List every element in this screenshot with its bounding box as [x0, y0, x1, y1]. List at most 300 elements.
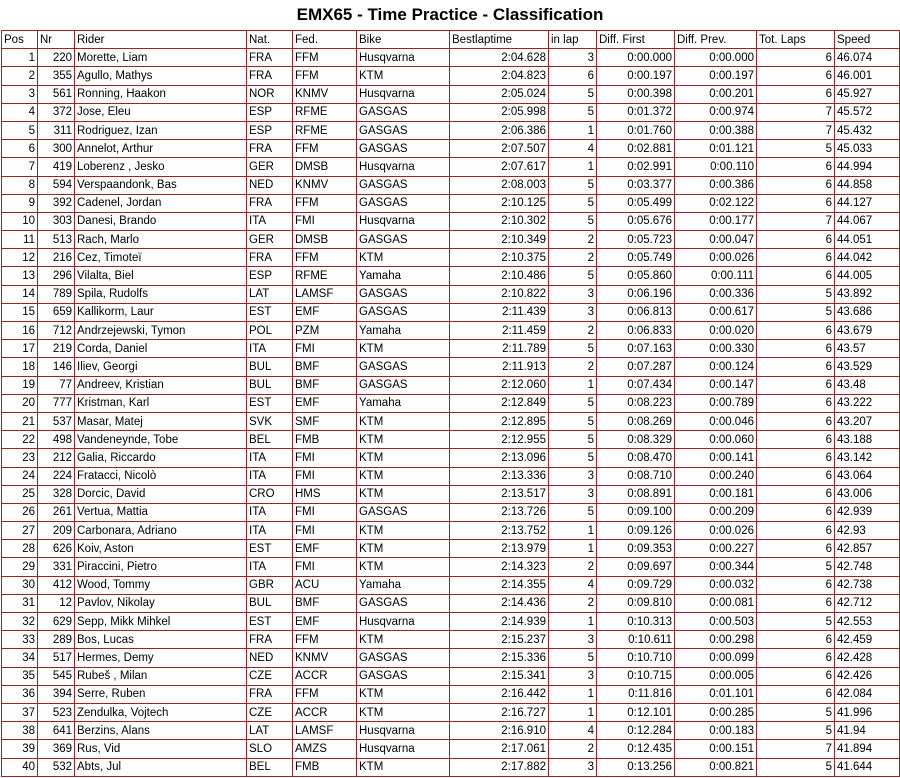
cell-nr: 220	[38, 49, 75, 67]
table-row	[2, 649, 900, 667]
cell-tot-laps: 6	[757, 576, 835, 594]
cell-tot-laps: 6	[757, 522, 835, 540]
cell-bike: KTM	[357, 685, 450, 703]
cell-fed: FFM	[293, 249, 357, 267]
cell-bestlaptime: 2:14.355	[450, 576, 549, 594]
cell-nat: ITA	[247, 503, 293, 521]
cell-diff-prev: 0:00.617	[675, 303, 757, 321]
cell-nat: EST	[247, 540, 293, 558]
cell-pos: 9	[2, 194, 38, 212]
cell-tot-laps: 5	[757, 285, 835, 303]
cell-diff-first: 0:08.710	[597, 467, 675, 485]
cell-fed: FMI	[293, 522, 357, 540]
cell-bike: Husqvarna	[357, 212, 450, 230]
cell-tot-laps: 6	[757, 594, 835, 612]
cell-diff-prev: 0:00.503	[675, 613, 757, 631]
cell-speed: 41.894	[835, 740, 900, 758]
cell-diff-first: 0:07.287	[597, 358, 675, 376]
cell-rider: Rubeš , Milan	[75, 667, 247, 685]
cell-pos: 31	[2, 594, 38, 612]
cell-nat: SVK	[247, 412, 293, 430]
cell-pos: 39	[2, 740, 38, 758]
cell-bike: KTM	[357, 340, 450, 358]
cell-tot-laps: 5	[757, 758, 835, 776]
cell-bike: Husqvarna	[357, 740, 450, 758]
cell-bike: KTM	[357, 412, 450, 430]
cell-diff-first: 0:10.715	[597, 667, 675, 685]
cell-pos: 25	[2, 485, 38, 503]
cell-bestlaptime: 2:04.823	[450, 67, 549, 85]
cell-tot-laps: 6	[757, 267, 835, 285]
cell-speed: 44.067	[835, 212, 900, 230]
cell-in-lap: 5	[549, 340, 597, 358]
cell-pos: 6	[2, 140, 38, 158]
cell-pos: 37	[2, 703, 38, 721]
cell-speed: 41.996	[835, 703, 900, 721]
cell-nat: NED	[247, 176, 293, 194]
cell-diff-first: 0:07.163	[597, 340, 675, 358]
cell-fed: LAMSF	[293, 722, 357, 740]
table-row	[2, 558, 900, 576]
cell-diff-prev: 0:00.227	[675, 540, 757, 558]
cell-in-lap: 1	[549, 613, 597, 631]
cell-tot-laps: 6	[757, 67, 835, 85]
cell-nr: 311	[38, 121, 75, 139]
cell-speed: 44.994	[835, 158, 900, 176]
cell-bestlaptime: 2:12.895	[450, 412, 549, 430]
cell-nat: GER	[247, 158, 293, 176]
cell-bike: Yamaha	[357, 267, 450, 285]
column-header-diff-first: Diff. First	[597, 31, 675, 49]
cell-fed: FMB	[293, 431, 357, 449]
cell-bike: KTM	[357, 558, 450, 576]
cell-in-lap: 2	[549, 249, 597, 267]
cell-nr: 419	[38, 158, 75, 176]
cell-bike: KTM	[357, 249, 450, 267]
cell-diff-prev: 0:00.110	[675, 158, 757, 176]
cell-speed: 42.738	[835, 576, 900, 594]
cell-nat: NOR	[247, 85, 293, 103]
cell-nat: BUL	[247, 594, 293, 612]
cell-speed: 44.127	[835, 194, 900, 212]
cell-diff-first: 0:09.353	[597, 540, 675, 558]
cell-fed: FMI	[293, 212, 357, 230]
cell-diff-first: 0:10.313	[597, 613, 675, 631]
cell-nr: 561	[38, 85, 75, 103]
cell-rider: Carbonara, Adriano	[75, 522, 247, 540]
cell-bestlaptime: 2:11.789	[450, 340, 549, 358]
cell-nr: 261	[38, 503, 75, 521]
cell-fed: FMB	[293, 758, 357, 776]
cell-bike: GASGAS	[357, 503, 450, 521]
cell-nat: EST	[247, 394, 293, 412]
cell-diff-first: 0:09.729	[597, 576, 675, 594]
cell-bike: GASGAS	[357, 358, 450, 376]
cell-pos: 22	[2, 431, 38, 449]
cell-nat: BEL	[247, 758, 293, 776]
cell-nr: 537	[38, 412, 75, 430]
cell-bestlaptime: 2:05.998	[450, 103, 549, 121]
cell-pos: 27	[2, 522, 38, 540]
cell-bestlaptime: 2:13.096	[450, 449, 549, 467]
cell-in-lap: 5	[549, 85, 597, 103]
cell-nat: FRA	[247, 249, 293, 267]
cell-in-lap: 5	[549, 103, 597, 121]
cell-diff-prev: 0:00.000	[675, 49, 757, 67]
table-row	[2, 376, 900, 394]
table-row	[2, 449, 900, 467]
cell-diff-prev: 0:00.151	[675, 740, 757, 758]
cell-nat: EST	[247, 303, 293, 321]
cell-diff-prev: 0:00.789	[675, 394, 757, 412]
table-row	[2, 340, 900, 358]
cell-diff-first: 0:00.398	[597, 85, 675, 103]
cell-fed: FFM	[293, 631, 357, 649]
cell-diff-prev: 0:00.240	[675, 467, 757, 485]
cell-pos: 20	[2, 394, 38, 412]
column-header-bestlaptime: Bestlaptime	[450, 31, 549, 49]
table-header-row	[2, 31, 900, 49]
cell-bestlaptime: 2:17.882	[450, 758, 549, 776]
table-row	[2, 394, 900, 412]
cell-speed: 45.033	[835, 140, 900, 158]
cell-fed: AMZS	[293, 740, 357, 758]
cell-fed: RFME	[293, 103, 357, 121]
cell-rider: Koiv, Aston	[75, 540, 247, 558]
table-row	[2, 540, 900, 558]
cell-pos: 24	[2, 467, 38, 485]
cell-bike: Husqvarna	[357, 158, 450, 176]
cell-speed: 43.686	[835, 303, 900, 321]
cell-pos: 3	[2, 85, 38, 103]
cell-pos: 16	[2, 322, 38, 340]
cell-bestlaptime: 2:16.910	[450, 722, 549, 740]
cell-bestlaptime: 2:13.752	[450, 522, 549, 540]
table-row	[2, 576, 900, 594]
cell-bestlaptime: 2:14.939	[450, 613, 549, 631]
table-row	[2, 158, 900, 176]
cell-diff-prev: 0:00.047	[675, 231, 757, 249]
cell-rider: Bos, Lucas	[75, 631, 247, 649]
cell-in-lap: 1	[549, 376, 597, 394]
cell-tot-laps: 6	[757, 376, 835, 394]
cell-bike: GASGAS	[357, 121, 450, 139]
cell-nr: 372	[38, 103, 75, 121]
cell-speed: 45.432	[835, 121, 900, 139]
cell-in-lap: 5	[549, 449, 597, 467]
table-row	[2, 722, 900, 740]
cell-speed: 46.074	[835, 49, 900, 67]
cell-diff-first: 0:06.196	[597, 285, 675, 303]
cell-pos: 11	[2, 231, 38, 249]
cell-fed: KNMV	[293, 176, 357, 194]
cell-fed: LAMSF	[293, 285, 357, 303]
cell-diff-prev: 0:00.060	[675, 431, 757, 449]
cell-in-lap: 3	[549, 631, 597, 649]
cell-bestlaptime: 2:08.003	[450, 176, 549, 194]
cell-speed: 42.857	[835, 540, 900, 558]
cell-bestlaptime: 2:11.439	[450, 303, 549, 321]
cell-tot-laps: 6	[757, 503, 835, 521]
cell-tot-laps: 6	[757, 667, 835, 685]
cell-in-lap: 6	[549, 67, 597, 85]
cell-nat: ESP	[247, 103, 293, 121]
cell-nr: 777	[38, 394, 75, 412]
column-header-bike: Bike	[357, 31, 450, 49]
cell-tot-laps: 7	[757, 212, 835, 230]
cell-diff-prev: 0:00.032	[675, 576, 757, 594]
cell-tot-laps: 5	[757, 613, 835, 631]
cell-pos: 28	[2, 540, 38, 558]
cell-bestlaptime: 2:10.302	[450, 212, 549, 230]
cell-fed: EMF	[293, 303, 357, 321]
cell-speed: 42.712	[835, 594, 900, 612]
cell-nr: 12	[38, 594, 75, 612]
cell-speed: 41.644	[835, 758, 900, 776]
cell-diff-prev: 0:00.183	[675, 722, 757, 740]
cell-diff-prev: 0:00.298	[675, 631, 757, 649]
cell-nr: 331	[38, 558, 75, 576]
cell-tot-laps: 5	[757, 140, 835, 158]
cell-bestlaptime: 2:15.336	[450, 649, 549, 667]
cell-diff-prev: 0:00.181	[675, 485, 757, 503]
cell-speed: 42.459	[835, 631, 900, 649]
cell-fed: FMI	[293, 449, 357, 467]
table-row	[2, 613, 900, 631]
cell-rider: Hermes, Demy	[75, 649, 247, 667]
cell-bike: GASGAS	[357, 103, 450, 121]
cell-rider: Piraccini, Pietro	[75, 558, 247, 576]
cell-rider: Rus, Vid	[75, 740, 247, 758]
cell-fed: BMF	[293, 358, 357, 376]
classification-table	[1, 30, 900, 777]
cell-tot-laps: 5	[757, 558, 835, 576]
cell-speed: 42.426	[835, 667, 900, 685]
cell-bestlaptime: 2:12.849	[450, 394, 549, 412]
cell-diff-first: 0:08.329	[597, 431, 675, 449]
cell-diff-first: 0:08.223	[597, 394, 675, 412]
cell-fed: FMI	[293, 340, 357, 358]
cell-bike: GASGAS	[357, 176, 450, 194]
table-row	[2, 194, 900, 212]
cell-fed: DMSB	[293, 158, 357, 176]
cell-pos: 7	[2, 158, 38, 176]
cell-nat: EST	[247, 613, 293, 631]
cell-bestlaptime: 2:15.237	[450, 631, 549, 649]
cell-pos: 30	[2, 576, 38, 594]
cell-speed: 44.042	[835, 249, 900, 267]
cell-diff-first: 0:05.860	[597, 267, 675, 285]
cell-diff-prev: 0:00.141	[675, 449, 757, 467]
cell-fed: RFME	[293, 121, 357, 139]
cell-speed: 42.084	[835, 685, 900, 703]
cell-pos: 23	[2, 449, 38, 467]
column-header-nr: Nr	[38, 31, 75, 49]
table-row	[2, 758, 900, 776]
cell-fed: FFM	[293, 140, 357, 158]
cell-pos: 29	[2, 558, 38, 576]
cell-rider: Zendulka, Vojtech	[75, 703, 247, 721]
cell-bestlaptime: 2:11.913	[450, 358, 549, 376]
cell-diff-first: 0:09.100	[597, 503, 675, 521]
cell-diff-prev: 0:00.177	[675, 212, 757, 230]
table-row	[2, 503, 900, 521]
cell-nr: 212	[38, 449, 75, 467]
cell-diff-first: 0:02.881	[597, 140, 675, 158]
cell-rider: Iliev, Georgi	[75, 358, 247, 376]
cell-fed: ACCR	[293, 703, 357, 721]
cell-diff-prev: 0:00.147	[675, 376, 757, 394]
cell-speed: 43.892	[835, 285, 900, 303]
table-row	[2, 740, 900, 758]
cell-speed: 46.001	[835, 67, 900, 85]
cell-rider: Abts, Jul	[75, 758, 247, 776]
cell-nat: BUL	[247, 358, 293, 376]
cell-speed: 44.051	[835, 231, 900, 249]
cell-in-lap: 5	[549, 431, 597, 449]
table-row	[2, 467, 900, 485]
cell-diff-first: 0:09.697	[597, 558, 675, 576]
cell-nr: 219	[38, 340, 75, 358]
cell-nat: POL	[247, 322, 293, 340]
cell-rider: Corda, Daniel	[75, 340, 247, 358]
cell-bike: GASGAS	[357, 667, 450, 685]
table-row	[2, 285, 900, 303]
cell-pos: 2	[2, 67, 38, 85]
column-header-diff-prev: Diff. Prev.	[675, 31, 757, 49]
cell-nr: 641	[38, 722, 75, 740]
cell-bike: Husqvarna	[357, 613, 450, 631]
cell-bike: GASGAS	[357, 376, 450, 394]
cell-rider: Berzins, Alans	[75, 722, 247, 740]
cell-pos: 35	[2, 667, 38, 685]
table-row	[2, 140, 900, 158]
cell-nr: 394	[38, 685, 75, 703]
cell-in-lap: 5	[549, 212, 597, 230]
cell-nr: 532	[38, 758, 75, 776]
cell-bestlaptime: 2:07.507	[450, 140, 549, 158]
cell-in-lap: 5	[549, 412, 597, 430]
cell-speed: 44.005	[835, 267, 900, 285]
cell-tot-laps: 5	[757, 722, 835, 740]
cell-diff-prev: 0:00.974	[675, 103, 757, 121]
cell-tot-laps: 6	[757, 431, 835, 449]
cell-tot-laps: 6	[757, 176, 835, 194]
cell-rider: Dorcic, David	[75, 485, 247, 503]
cell-diff-prev: 0:02.122	[675, 194, 757, 212]
cell-fed: RFME	[293, 267, 357, 285]
cell-bike: Yamaha	[357, 576, 450, 594]
cell-bestlaptime: 2:13.517	[450, 485, 549, 503]
cell-nr: 209	[38, 522, 75, 540]
cell-rider: Masar, Matej	[75, 412, 247, 430]
cell-pos: 36	[2, 685, 38, 703]
cell-pos: 33	[2, 631, 38, 649]
cell-nr: 77	[38, 376, 75, 394]
cell-tot-laps: 6	[757, 340, 835, 358]
cell-diff-first: 0:00.197	[597, 67, 675, 85]
cell-rider: Galia, Riccardo	[75, 449, 247, 467]
cell-diff-first: 0:07.434	[597, 376, 675, 394]
cell-fed: HMS	[293, 485, 357, 503]
column-header-nat: Nat.	[247, 31, 293, 49]
cell-rider: Cadenel, Jordan	[75, 194, 247, 212]
cell-rider: Kristman, Karl	[75, 394, 247, 412]
cell-diff-first: 0:11.816	[597, 685, 675, 703]
cell-fed: EMF	[293, 613, 357, 631]
cell-nr: 355	[38, 67, 75, 85]
cell-speed: 43.064	[835, 467, 900, 485]
cell-diff-first: 0:12.435	[597, 740, 675, 758]
cell-diff-first: 0:06.833	[597, 322, 675, 340]
cell-nr: 712	[38, 322, 75, 340]
cell-nat: FRA	[247, 140, 293, 158]
cell-bestlaptime: 2:17.061	[450, 740, 549, 758]
cell-pos: 21	[2, 412, 38, 430]
cell-tot-laps: 6	[757, 631, 835, 649]
cell-bestlaptime: 2:13.979	[450, 540, 549, 558]
cell-bike: KTM	[357, 467, 450, 485]
cell-diff-prev: 0:00.344	[675, 558, 757, 576]
cell-bike: GASGAS	[357, 285, 450, 303]
cell-diff-first: 0:12.284	[597, 722, 675, 740]
cell-bestlaptime: 2:04.628	[450, 49, 549, 67]
cell-nat: ITA	[247, 449, 293, 467]
column-header-rider: Rider	[75, 31, 247, 49]
cell-in-lap: 5	[549, 394, 597, 412]
cell-tot-laps: 7	[757, 121, 835, 139]
cell-tot-laps: 6	[757, 158, 835, 176]
cell-nat: CRO	[247, 485, 293, 503]
cell-bike: Husqvarna	[357, 49, 450, 67]
table-row	[2, 49, 900, 67]
cell-diff-first: 0:03.377	[597, 176, 675, 194]
cell-rider: Danesi, Brando	[75, 212, 247, 230]
cell-nat: GER	[247, 231, 293, 249]
cell-fed: BMF	[293, 594, 357, 612]
cell-bestlaptime: 2:16.727	[450, 703, 549, 721]
cell-nat: ITA	[247, 558, 293, 576]
cell-diff-first: 0:05.749	[597, 249, 675, 267]
cell-diff-first: 0:06.813	[597, 303, 675, 321]
cell-nat: ESP	[247, 121, 293, 139]
cell-fed: FMI	[293, 503, 357, 521]
cell-nr: 296	[38, 267, 75, 285]
cell-in-lap: 3	[549, 667, 597, 685]
cell-nat: FRA	[247, 685, 293, 703]
cell-nat: FRA	[247, 49, 293, 67]
cell-in-lap: 3	[549, 285, 597, 303]
cell-tot-laps: 6	[757, 249, 835, 267]
cell-fed: KNMV	[293, 85, 357, 103]
cell-fed: FFM	[293, 194, 357, 212]
cell-bike: KTM	[357, 449, 450, 467]
cell-bike: KTM	[357, 540, 450, 558]
cell-bestlaptime: 2:05.024	[450, 85, 549, 103]
table-row	[2, 212, 900, 230]
cell-nr: 789	[38, 285, 75, 303]
cell-bike: GASGAS	[357, 231, 450, 249]
cell-nat: BEL	[247, 431, 293, 449]
cell-pos: 10	[2, 212, 38, 230]
cell-bestlaptime: 2:06.386	[450, 121, 549, 139]
cell-diff-prev: 0:00.099	[675, 649, 757, 667]
cell-diff-first: 0:13.256	[597, 758, 675, 776]
cell-tot-laps: 7	[757, 740, 835, 758]
cell-rider: Fratacci, Nicolò	[75, 467, 247, 485]
cell-speed: 43.207	[835, 412, 900, 430]
cell-bestlaptime: 2:16.442	[450, 685, 549, 703]
